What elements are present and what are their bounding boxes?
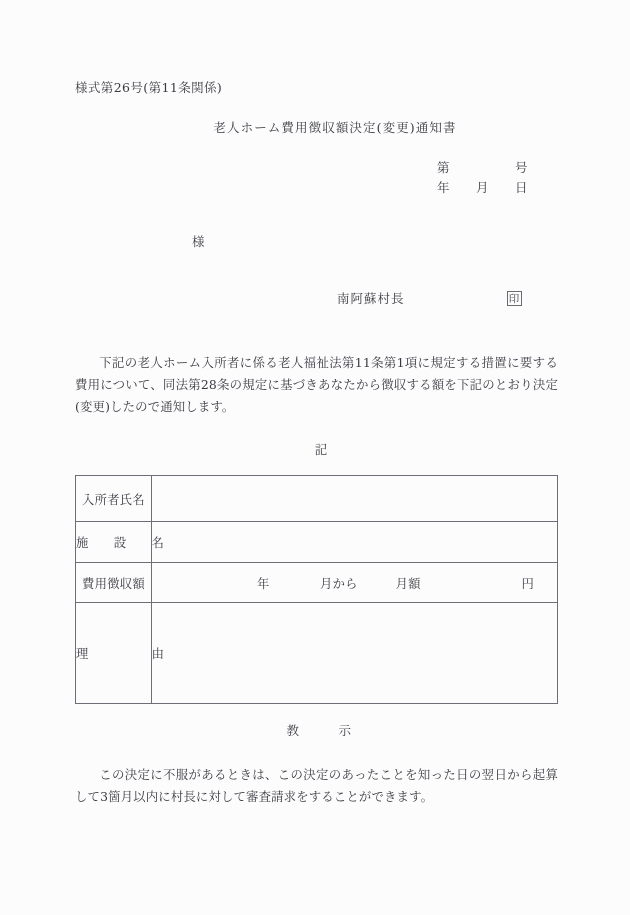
- row-label-resident-name: 入所者氏名: [76, 476, 152, 522]
- issuer-name: 南阿蘇村長: [337, 291, 405, 306]
- document-meta-block: [437, 158, 528, 198]
- row-value-collection-amount[interactable]: [152, 563, 558, 603]
- kyoji-marker: 教 示: [286, 723, 352, 738]
- body-paragraph-text: 下記の老人ホーム入所者に係る老人福祉法第11条第1項に規定する措置に要する費用について、同法第28条の規定に基づきあなたから徴収する額を下記のとおり決定(変更)したので通知します。: [75, 355, 558, 414]
- row-label-facility-name: 施 設 名: [76, 522, 152, 563]
- row-value-reason[interactable]: [152, 603, 558, 704]
- row-label-collection-amount: 費用徴収額: [76, 563, 152, 603]
- table-row: [76, 522, 558, 563]
- issuer-row: [337, 289, 522, 307]
- table-row: [76, 563, 558, 603]
- detail-table: [75, 475, 558, 704]
- addressee-honorific: 様: [192, 234, 206, 249]
- body-paragraph: [75, 352, 558, 418]
- footer-paragraph: [75, 764, 558, 808]
- seal-stamp-icon: 印: [507, 291, 522, 306]
- row-label-reason: 理 由: [76, 603, 152, 704]
- table-row: [76, 603, 558, 704]
- form-number: 様式第26号(第11条関係): [75, 80, 223, 95]
- row-value-resident-name[interactable]: [152, 476, 558, 522]
- document-date-line: 年 月 日: [437, 180, 529, 195]
- document-number-line: 第 号: [437, 160, 529, 175]
- ki-marker: 記: [314, 442, 328, 457]
- table-row: [76, 476, 558, 522]
- row-value-facility-name[interactable]: [152, 522, 558, 563]
- footer-paragraph-text: この決定に不服があるときは、この決定のあったことを知った日の翌日から起算して3箇月以内に村長に対して審査請求をすることができます。: [75, 767, 558, 804]
- collection-amount-text: 年 月から 月額 円: [257, 576, 535, 591]
- document-title: 老人ホーム費用徴収額決定(変更)通知書: [213, 120, 457, 135]
